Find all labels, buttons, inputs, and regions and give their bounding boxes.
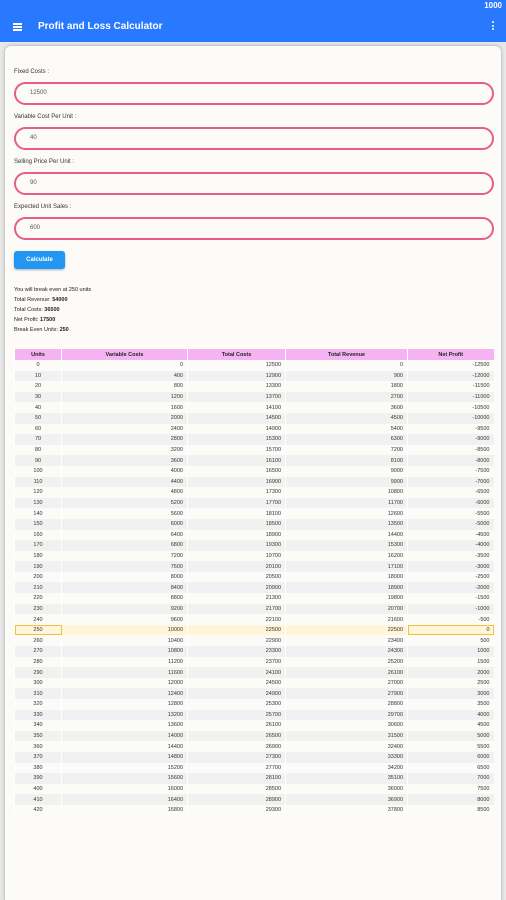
table-cell: 1600 [62, 402, 188, 413]
table-cell: 400 [15, 784, 62, 795]
table-row [15, 604, 494, 615]
table-cell: 14900 [188, 424, 286, 435]
table-cell: -3000 [408, 561, 494, 572]
table-cell: 14500 [188, 413, 286, 424]
table-cell: 14400 [62, 741, 188, 752]
table-cell: 280 [15, 657, 62, 668]
table-cell: 9200 [62, 604, 188, 615]
table-cell: 7600 [62, 561, 188, 572]
table-cell: 13300 [188, 381, 286, 392]
table-cell: 270 [15, 646, 62, 657]
table-cell: 15700 [188, 445, 286, 456]
table-cell: 27700 [188, 763, 286, 774]
table-cell: 15300 [286, 540, 408, 551]
table-cell: 7200 [286, 445, 408, 456]
table-cell: 1800 [286, 381, 408, 392]
table-cell: 200 [15, 572, 62, 583]
table-cell: 18900 [188, 530, 286, 541]
table-cell: 17300 [188, 487, 286, 498]
table-cell: 3600 [286, 402, 408, 413]
table-row [15, 593, 494, 604]
table-cell: 4500 [286, 413, 408, 424]
table-cell: 12800 [62, 699, 188, 710]
table-cell: -4500 [408, 530, 494, 541]
calculator-card [5, 46, 501, 900]
table-cell: 5600 [62, 508, 188, 519]
table-cell: 340 [15, 720, 62, 731]
table-cell: 16800 [62, 805, 188, 816]
table-cell: 21300 [188, 593, 286, 604]
table-cell: 80 [15, 445, 62, 456]
table-cell: 16900 [188, 477, 286, 488]
table-cell: 13700 [188, 392, 286, 403]
table-cell: 24900 [188, 688, 286, 699]
table-cell: 15300 [188, 434, 286, 445]
table-cell: 320 [15, 699, 62, 710]
table-cell: 4000 [62, 466, 188, 477]
table-cell: 0 [62, 360, 188, 371]
table-row [15, 752, 494, 763]
table-cell: 26100 [188, 720, 286, 731]
table-cell: 20700 [286, 604, 408, 615]
table-cell: 22100 [188, 614, 286, 625]
table-cell: 210 [15, 582, 62, 593]
table-row [15, 551, 494, 562]
table-row [15, 424, 494, 435]
table-cell: 12500 [188, 360, 286, 371]
table-cell: 16500 [188, 466, 286, 477]
table-cell: 6800 [62, 540, 188, 551]
table-cell: 16100 [188, 455, 286, 466]
table-cell: 410 [15, 794, 62, 805]
table-cell: 2800 [62, 434, 188, 445]
table-cell: 6500 [408, 763, 494, 774]
table-cell: 100 [15, 466, 62, 477]
table-cell: 23300 [188, 646, 286, 657]
table-row [15, 508, 494, 519]
table-cell: 27300 [188, 752, 286, 763]
table-cell: 14000 [62, 731, 188, 742]
table-row [15, 805, 494, 816]
table-cell: 2700 [286, 392, 408, 403]
table-cell: 27000 [286, 678, 408, 689]
table-cell: -11500 [408, 381, 494, 392]
table-row [15, 477, 494, 488]
table-cell: 32400 [286, 741, 408, 752]
table-cell: -12500 [408, 360, 494, 371]
table-cell: 19700 [188, 551, 286, 562]
table-cell: -6000 [408, 498, 494, 509]
table-cell: 21600 [286, 614, 408, 625]
table-cell: 6300 [286, 434, 408, 445]
table-cell: 36000 [286, 784, 408, 795]
table-cell: 2500 [408, 678, 494, 689]
table-cell: 9000 [286, 466, 408, 477]
table-cell: 8800 [62, 593, 188, 604]
table-cell: 16400 [62, 794, 188, 805]
net-profit-value: 17500 [39, 317, 56, 323]
table-cell: 18000 [286, 572, 408, 583]
table-row [15, 561, 494, 572]
table-cell: 2000 [62, 413, 188, 424]
table-cell: 30 [15, 392, 62, 403]
table-cell: 20500 [188, 572, 286, 583]
table-header-row [15, 349, 494, 360]
table-cell: 18500 [188, 519, 286, 530]
table-cell: 16000 [62, 784, 188, 795]
table-row [15, 741, 494, 752]
table-cell: 6000 [62, 519, 188, 530]
table-cell: 350 [15, 731, 62, 742]
table-cell: 37800 [286, 805, 408, 816]
table-cell: -7000 [408, 477, 494, 488]
table-cell: 160 [15, 530, 62, 541]
table-row [15, 392, 494, 403]
table-cell: -500 [408, 614, 494, 625]
table-row [15, 773, 494, 784]
table-cell: 11600 [62, 667, 188, 678]
table-cell: 2000 [408, 667, 494, 678]
table-cell: 310 [15, 688, 62, 699]
table-cell: 0 [408, 625, 494, 636]
table-cell: 11700 [286, 498, 408, 509]
table-cell: 130 [15, 498, 62, 509]
table-row [15, 657, 494, 668]
table-cell: 12400 [62, 688, 188, 699]
table-cell: 150 [15, 519, 62, 530]
table-cell: 370 [15, 752, 62, 763]
table-row [15, 710, 494, 721]
table-cell: 4000 [408, 710, 494, 721]
table-cell: 7200 [62, 551, 188, 562]
table-cell: -12000 [408, 371, 494, 382]
table-body [15, 360, 494, 816]
table-cell: 330 [15, 710, 62, 721]
calculate-button[interactable]: Calculate [14, 251, 65, 269]
table-row [15, 667, 494, 678]
table-cell: 4400 [62, 477, 188, 488]
table-cell: 5400 [286, 424, 408, 435]
results-summary [14, 285, 91, 335]
table-row [15, 763, 494, 774]
table-cell: 360 [15, 741, 62, 752]
table-cell: 0 [15, 360, 62, 371]
table-row [15, 794, 494, 805]
table-cell: 13500 [286, 519, 408, 530]
table-cell: 34200 [286, 763, 408, 774]
table-cell: 3500 [408, 699, 494, 710]
table-cell: 22900 [188, 635, 286, 646]
table-cell: 4500 [408, 720, 494, 731]
table-cell: 17700 [188, 498, 286, 509]
table-cell: 12900 [188, 371, 286, 382]
table-cell: -5000 [408, 519, 494, 530]
table-cell: 900 [286, 371, 408, 382]
table-cell: 20900 [188, 582, 286, 593]
table-row [15, 360, 494, 371]
table-row [15, 498, 494, 509]
table-cell: 12600 [286, 508, 408, 519]
variable-cost-label: Variable Cost Per Unit : [14, 114, 77, 120]
table-cell: 260 [15, 635, 62, 646]
table-cell: 6000 [408, 752, 494, 763]
table-cell: 8500 [408, 805, 494, 816]
total-revenue-value: 54000 [52, 297, 68, 303]
table-cell: 290 [15, 667, 62, 678]
table-row [15, 413, 494, 424]
table-cell: 10400 [62, 635, 188, 646]
table-cell: 11200 [62, 657, 188, 668]
table-cell: 230 [15, 604, 62, 615]
table-cell: 26500 [188, 731, 286, 742]
table-row [15, 434, 494, 445]
table-row [15, 572, 494, 583]
overflow-menu-icon[interactable] [492, 21, 495, 32]
total-costs-line: Total Costs: 36500 [14, 307, 60, 313]
table-cell: 28900 [188, 794, 286, 805]
selling-price-input[interactable]: 90 [14, 172, 494, 195]
table-cell: 70 [15, 434, 62, 445]
breakeven-table [14, 349, 494, 816]
table-cell: -4000 [408, 540, 494, 551]
table-cell: 40 [15, 402, 62, 413]
total-costs-value: 36500 [44, 307, 60, 313]
table-cell: -8000 [408, 455, 494, 466]
table-row [15, 371, 494, 382]
table-cell: 400 [62, 371, 188, 382]
table-cell: 29700 [286, 710, 408, 721]
table-cell: 6400 [62, 530, 188, 541]
table-cell: 23400 [286, 635, 408, 646]
table-cell: -1500 [408, 593, 494, 604]
break-even-units-value: 250 [59, 327, 69, 333]
table-cell: 25300 [188, 699, 286, 710]
table-cell: 17100 [286, 561, 408, 572]
table-row [15, 678, 494, 689]
table-cell: -1000 [408, 604, 494, 615]
table-cell: 31500 [286, 731, 408, 742]
table-cell: 5200 [62, 498, 188, 509]
selling-price-label: Selling Price Per Unit : [14, 159, 75, 165]
table-cell: 1000 [408, 646, 494, 657]
table-cell: 9900 [286, 477, 408, 488]
table-cell: 15200 [62, 763, 188, 774]
variable-cost-input[interactable]: 40 [14, 127, 494, 150]
table-row [15, 455, 494, 466]
table-row [15, 466, 494, 477]
column-header: Total Costs [188, 349, 286, 360]
table-cell: 300 [15, 678, 62, 689]
table-row [15, 635, 494, 646]
table-cell: 19300 [188, 540, 286, 551]
column-header: Units [15, 349, 62, 360]
table-cell: -9500 [408, 424, 494, 435]
table-cell: 30600 [286, 720, 408, 731]
table-cell: -7500 [408, 466, 494, 477]
table-cell: -10500 [408, 402, 494, 413]
table-cell: 10800 [62, 646, 188, 657]
table-cell: -2000 [408, 582, 494, 593]
table-cell: 170 [15, 540, 62, 551]
column-header: Variable Costs [62, 349, 188, 360]
table-cell: 110 [15, 477, 62, 488]
table-cell: 390 [15, 773, 62, 784]
table-cell: 24500 [188, 678, 286, 689]
table-cell: -10000 [408, 413, 494, 424]
table-cell: 220 [15, 593, 62, 604]
table-cell: -8500 [408, 445, 494, 456]
table-row [15, 614, 494, 625]
table-cell: 8000 [62, 572, 188, 583]
table-cell: 13200 [62, 710, 188, 721]
table-cell: 0 [286, 360, 408, 371]
table-cell: 28800 [286, 699, 408, 710]
break-even-units-line: Break Even Units: 250 [14, 327, 69, 333]
table-cell: 120 [15, 487, 62, 498]
table-cell: 28500 [188, 784, 286, 795]
table-cell: -5500 [408, 508, 494, 519]
table-cell: 1500 [408, 657, 494, 668]
table-cell: 8400 [62, 582, 188, 593]
table-row [15, 381, 494, 392]
table-cell: 25200 [286, 657, 408, 668]
table-cell: 2400 [62, 424, 188, 435]
table-cell: -6500 [408, 487, 494, 498]
table-row [15, 688, 494, 699]
table-cell: 22500 [286, 625, 408, 636]
column-header: Total Revenue [286, 349, 408, 360]
menu-icon[interactable] [13, 23, 22, 31]
fixed-costs-input[interactable]: 12500 [14, 82, 494, 105]
column-header: Net Profit [408, 349, 494, 360]
table-cell: 500 [408, 635, 494, 646]
table-cell: 250 [15, 625, 62, 636]
expected-sales-label: Expected Unit Sales : [14, 204, 72, 210]
table-cell: 29300 [188, 805, 286, 816]
table-cell: 33300 [286, 752, 408, 763]
table-cell: 10800 [286, 487, 408, 498]
table-cell: 10 [15, 371, 62, 382]
table-row [15, 646, 494, 657]
table-cell: 190 [15, 561, 62, 572]
table-cell: 9600 [62, 614, 188, 625]
table-cell: 18900 [286, 582, 408, 593]
status-time: 1000 [484, 1, 502, 10]
fixed-costs-label: Fixed Costs : [14, 69, 50, 75]
table-cell: 20100 [188, 561, 286, 572]
table-row [15, 540, 494, 551]
table-cell: 12000 [62, 678, 188, 689]
table-cell: 26100 [286, 667, 408, 678]
table-cell: 60 [15, 424, 62, 435]
table-cell: 35100 [286, 773, 408, 784]
table-cell: 90 [15, 455, 62, 466]
table-row [15, 487, 494, 498]
table-cell: 8000 [408, 794, 494, 805]
app-bar [0, 12, 506, 42]
table-cell: 24300 [286, 646, 408, 657]
net-profit-line: Net Profit: 17500 [14, 317, 56, 323]
table-cell: 380 [15, 763, 62, 774]
table-cell: 180 [15, 551, 62, 562]
app-title: Profit and Loss Calculator [38, 21, 163, 32]
table-cell: 21700 [188, 604, 286, 615]
table-cell: 420 [15, 805, 62, 816]
table-row [15, 445, 494, 456]
table-row [15, 582, 494, 593]
table-row [15, 731, 494, 742]
table-cell: 7000 [408, 773, 494, 784]
expected-sales-input[interactable]: 600 [14, 217, 494, 240]
table-cell: 240 [15, 614, 62, 625]
table-cell: 8100 [286, 455, 408, 466]
table-cell: 15600 [62, 773, 188, 784]
table-cell: -3500 [408, 551, 494, 562]
table-cell: 26900 [188, 741, 286, 752]
table-cell: 23700 [188, 657, 286, 668]
table-row [15, 530, 494, 541]
table-cell: 4800 [62, 487, 188, 498]
table-cell: 18100 [188, 508, 286, 519]
table-cell: 22500 [188, 625, 286, 636]
table-cell: 3000 [408, 688, 494, 699]
table-cell: 28100 [188, 773, 286, 784]
table-cell: 24100 [188, 667, 286, 678]
table-cell: 7500 [408, 784, 494, 795]
table-cell: 3600 [62, 455, 188, 466]
table-cell: 3200 [62, 445, 188, 456]
table-cell: 13600 [62, 720, 188, 731]
table-cell: 5000 [408, 731, 494, 742]
table-row [15, 519, 494, 530]
table-cell: 25700 [188, 710, 286, 721]
table-cell: 5500 [408, 741, 494, 752]
break-even-text: You will break even at 250 units [14, 287, 92, 293]
table-cell: 36900 [286, 794, 408, 805]
table-cell: 800 [62, 381, 188, 392]
table-cell: -2500 [408, 572, 494, 583]
table-cell: 27900 [286, 688, 408, 699]
table-cell: 50 [15, 413, 62, 424]
total-revenue-line: Total Revenue: 54000 [14, 297, 68, 303]
table-cell: -11000 [408, 392, 494, 403]
table-cell: 1200 [62, 392, 188, 403]
table-cell: 19800 [286, 593, 408, 604]
table-cell: 14100 [188, 402, 286, 413]
table-row [15, 625, 494, 636]
table-cell: 10000 [62, 625, 188, 636]
table-row [15, 784, 494, 795]
table-row [15, 720, 494, 731]
table-cell: 20 [15, 381, 62, 392]
table-cell: 140 [15, 508, 62, 519]
table-cell: 14400 [286, 530, 408, 541]
table-row [15, 402, 494, 413]
table-cell: 16200 [286, 551, 408, 562]
status-bar [0, 0, 506, 12]
table-cell: 14800 [62, 752, 188, 763]
table-row [15, 699, 494, 710]
table-cell: -9000 [408, 434, 494, 445]
